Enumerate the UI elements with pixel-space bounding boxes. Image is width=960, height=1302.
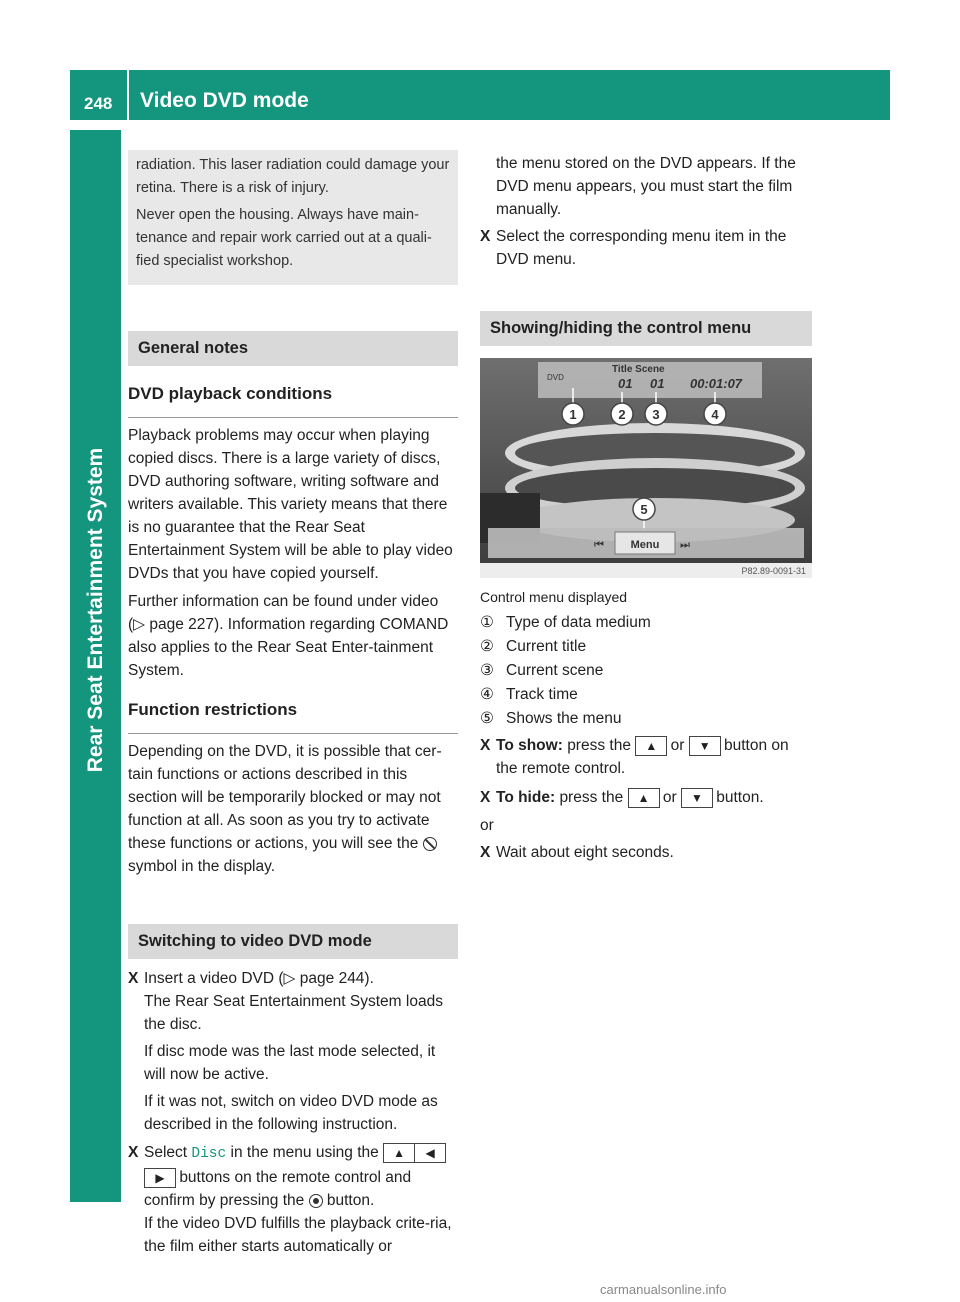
menu-label: Menu <box>630 539 660 551</box>
text: Depending on the DVD, it is possible that cer-tain functions or actions described in this section will be temporarily blocked or may not function at all. As soon as you try to activate these functions or actions, you will see the <box>128 743 442 852</box>
up-key-icon: ▲ <box>628 788 660 808</box>
legend-item: ② Current title <box>480 638 587 655</box>
text: press the <box>567 737 631 754</box>
text: button. <box>326 1192 375 1209</box>
svg-text:⏮: ⏮ <box>594 539 604 551</box>
text: in the menu using the <box>230 1144 379 1161</box>
text: Select the corresponding menu item in the DVD menu. <box>496 228 787 268</box>
show-label: To show: <box>496 737 563 754</box>
callout-3 <box>645 403 667 425</box>
up-key-icon: ▲ <box>383 1143 415 1163</box>
svg-text:4: 4 <box>711 407 719 422</box>
prohibited-icon <box>423 837 437 851</box>
instruction-step <box>480 734 812 780</box>
menu-item-disc: Disc <box>191 1146 227 1162</box>
paragraph <box>128 740 458 878</box>
step-arrow-icon: X <box>128 1144 139 1161</box>
control-menu-screenshot <box>480 358 812 578</box>
step-arrow-icon: X <box>480 737 491 754</box>
svg-text:2: 2 <box>618 407 626 422</box>
right-column <box>480 152 812 869</box>
instruction-step <box>480 225 812 271</box>
hide-label: To hide: <box>496 789 556 806</box>
down-key-icon: ▼ <box>681 788 713 808</box>
section-banner: Switching to video DVD mode <box>128 924 458 959</box>
svg-text:DVD: DVD <box>547 373 564 382</box>
warning-text: radiation. This laser radiation could damage your retina. There is a risk of injury. <box>136 157 450 196</box>
text: If it was not, switch on video DVD mode as described in the following instruction. <box>144 1093 438 1133</box>
down-key-icon: ▼ <box>689 736 721 756</box>
paragraph: Further information can be found under video (▷ page 227). Information regarding COMAND also applies to the Rear Seat Enter-tainment System. <box>128 593 449 679</box>
subheading: DVD playback conditions <box>128 382 458 418</box>
text: the menu stored on the DVD appears. If the DVD menu appears, you must start the film manually. <box>496 155 796 218</box>
legend-item: ④ Track time <box>480 686 578 703</box>
callout-2 <box>611 403 633 425</box>
legend-item: ③ Current scene <box>480 662 604 679</box>
text: or <box>480 817 494 834</box>
figure-caption: Control menu displayed <box>480 589 628 605</box>
step-arrow-icon: X <box>480 844 491 861</box>
control-menu-figure <box>480 358 812 578</box>
text: button. <box>716 789 764 806</box>
callout-4 <box>704 403 726 425</box>
legend-item: ① Type of data medium <box>480 614 651 631</box>
ok-button-icon <box>309 1194 323 1208</box>
warning-text: Never open the housing. Always have main-tenance and repair work carried out at a quali-fied specialist workshop. <box>136 207 432 269</box>
svg-text:5: 5 <box>640 502 648 517</box>
text: Wait about eight seconds. <box>496 844 674 861</box>
left-key-icon: ◀ <box>414 1143 446 1163</box>
title-value: 01 <box>618 376 633 391</box>
paragraph: Playback problems may occur when playing copied discs. There is a large variety of discs, DVD authoring software, writing software and writers available. This variety means that there is no guarantee that the Rear Seat Entertainment System will be able to play video DVDs that you have copied yourself. <box>128 427 453 582</box>
text: If disc mode was the last mode selected, it will now be active. <box>144 1043 436 1083</box>
instruction-step <box>480 786 812 809</box>
text: buttons on the remote control and confirm by pressing the <box>144 1169 412 1209</box>
subheading: Function restrictions <box>128 698 458 734</box>
legend-list <box>480 611 812 730</box>
left-column <box>128 152 458 1263</box>
callout-5 <box>633 498 655 520</box>
svg-text:3: 3 <box>652 407 660 422</box>
step-arrow-icon: X <box>480 789 491 806</box>
step-arrow-icon: X <box>128 970 139 987</box>
instruction-step <box>128 967 458 1136</box>
text: or <box>662 789 677 806</box>
page-title: Video DVD mode <box>140 89 309 112</box>
step-arrow-icon: X <box>480 228 491 245</box>
time-value: 00:01:07 <box>690 376 743 391</box>
section-banner: General notes <box>128 331 458 366</box>
header-divider <box>127 70 129 120</box>
text: symbol in the display. <box>128 858 276 875</box>
text: Select <box>144 1144 188 1161</box>
title-scene-label: Title Scene <box>612 364 665 375</box>
watermark: carmanualsonline.info <box>600 1282 727 1297</box>
text: or <box>670 737 685 754</box>
figure-code: P82.89-0091-31 <box>741 566 806 576</box>
callout-1 <box>562 403 584 425</box>
up-key-icon: ▲ <box>635 736 667 756</box>
section-banner: Showing/hiding the control menu <box>480 311 812 346</box>
warning-box <box>128 150 458 285</box>
page-number: 248 <box>84 94 113 113</box>
instruction-step <box>128 1141 458 1258</box>
svg-text:1: 1 <box>569 407 577 422</box>
text: If the video DVD fulfills the playback crite-ria, the film either starts automatically or <box>144 1215 452 1255</box>
svg-text:⏭: ⏭ <box>680 539 690 551</box>
text: The Rear Seat Entertainment System loads the disc. <box>144 993 443 1033</box>
legend-item: ⑤ Shows the menu <box>480 710 622 727</box>
text: Insert a video DVD (▷ page 244). <box>144 970 374 987</box>
instruction-step <box>480 841 812 864</box>
text: button on the remote control. <box>496 737 789 777</box>
section-label: Rear Seat Entertainment System <box>84 447 107 773</box>
text: press the <box>559 789 624 806</box>
scene-value: 01 <box>650 376 665 391</box>
right-key-icon: ▶ <box>144 1168 176 1188</box>
